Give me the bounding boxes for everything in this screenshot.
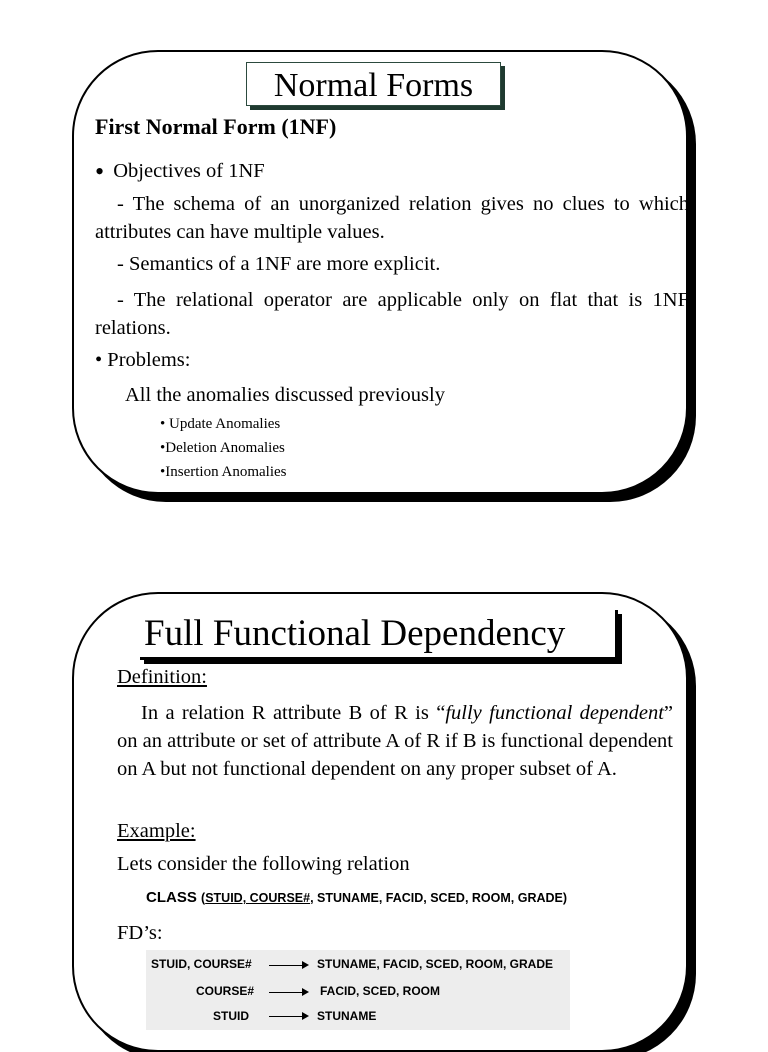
anomaly-item: • Update Anomalies [160,416,281,432]
example-text: Lets consider the following relation [117,853,410,875]
arrow-icon [269,965,307,966]
slide-title: Normal Forms [273,67,474,104]
arrow-icon [269,992,307,993]
fd-lhs: COURSE# [196,984,255,998]
definition-part: ” on an attribute or set of attribute A of R if B is functional dependent on A but not functional dependent on any proper subset of A. [117,702,673,780]
anomaly-item: •Deletion Anomalies [160,440,285,456]
fd-lhs: STUID, COURSE# [151,957,252,971]
fd-rhs: STUNAME [317,1009,377,1023]
bullet: • [95,157,105,186]
fd-rhs: STUNAME, FACID, SCED, ROOM, GRADE [317,957,554,971]
example-label: Example: [117,820,196,842]
definition-term: fully functional dependent [445,702,664,724]
relation-schema [146,889,567,906]
section-heading: First Normal Form (1NF) [95,114,337,139]
relation-key: STUID, COURSE# [205,891,311,905]
fd-rhs: FACID, SCED, ROOM [320,984,441,998]
relation-attributes: , STUNAME, FACID, SCED, ROOM, GRADE) [310,891,568,905]
fd-lhs: STUID [213,1009,249,1023]
problems-label: • Problems: [95,349,191,371]
slide-title-box [140,610,618,660]
objectives-line [95,154,265,184]
anomalies-intro: All the anomalies discussed previously [125,384,445,406]
relation-open: ( [201,891,206,905]
slide-title-box [246,62,501,106]
objective-item-2: - Semantics of a 1NF are more explicit. [117,253,441,275]
arrow-icon [269,1016,307,1017]
definition-label: Definition: [117,666,207,688]
relation-name: CLASS [146,889,197,906]
anomaly-item: •Insertion Anomalies [160,464,287,480]
slide-title: Full Functional Dependency [144,613,566,654]
definition-text [117,699,673,783]
objective-item-1: - The schema of an unorganized relation gives no clues to which attributes can have multiple values. [95,193,689,243]
objectives-label: Objectives of 1NF [113,160,265,182]
definition-part: In a relation R attribute B of R is “ [141,702,446,724]
fds-label: FD’s: [117,922,163,944]
objective-item-3: - The relational operator are applicable only on flat that is 1NF relations. [95,289,689,339]
